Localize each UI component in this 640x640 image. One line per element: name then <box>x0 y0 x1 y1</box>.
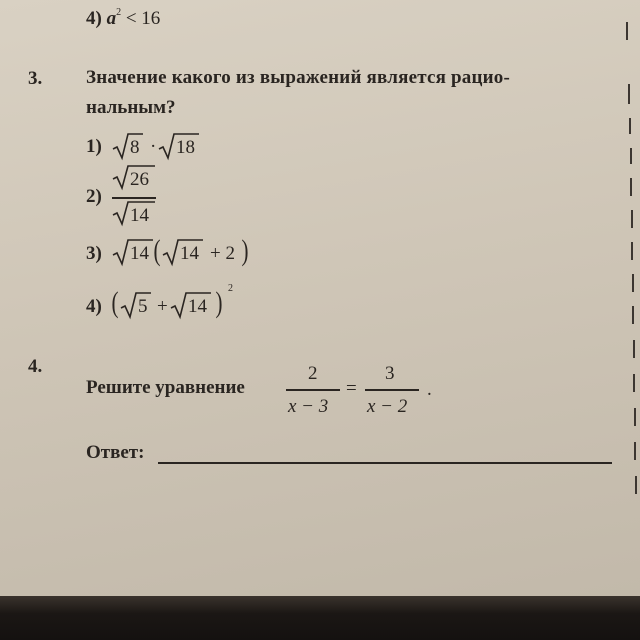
fraction1-denominator: x − 3 <box>288 396 329 417</box>
radicand: 5 <box>138 296 148 317</box>
margin-mark <box>633 374 635 392</box>
radicand: 8 <box>130 137 140 158</box>
inequality-rest: < 16 <box>125 8 161 29</box>
q3-number: 3. <box>28 68 43 89</box>
numerator-radicand: 26 <box>130 169 149 190</box>
margin-mark <box>633 340 635 358</box>
option-label: 3) <box>86 243 102 264</box>
option-label: 1) <box>86 136 102 157</box>
option-label: 2) <box>86 186 102 207</box>
radicand: 14 <box>180 243 199 264</box>
answer-line[interactable] <box>158 462 612 464</box>
margin-mark <box>634 408 636 426</box>
margin-mark <box>626 22 628 40</box>
multiply-dot: · <box>150 136 157 157</box>
period: . <box>427 379 432 400</box>
plus: + <box>157 296 168 317</box>
exponent: 2 <box>116 7 122 18</box>
right-paren: ) <box>215 286 223 319</box>
fraction2-line <box>365 389 419 391</box>
variable: a <box>106 8 117 29</box>
left-paren: ( <box>153 234 161 267</box>
q3-option-3 <box>86 244 102 263</box>
option-label: 4) <box>86 296 102 317</box>
exponent: 2 <box>228 283 233 294</box>
fraction1-line <box>286 389 340 391</box>
q3-option-4 <box>86 297 102 316</box>
radicand: 14 <box>130 243 149 264</box>
margin-mark <box>634 442 636 460</box>
fraction2-denominator: x − 2 <box>367 396 408 417</box>
margin-mark <box>629 118 631 134</box>
option-label: 4) <box>86 8 102 29</box>
table-surface <box>0 596 640 640</box>
q3-option-2 <box>86 187 102 206</box>
prev-option-4 <box>86 8 160 28</box>
right-paren: ) <box>241 234 249 267</box>
margin-mark <box>632 274 634 292</box>
denominator-radicand: 14 <box>130 205 149 226</box>
margin-mark <box>630 178 632 196</box>
fraction1-numerator: 2 <box>308 363 318 384</box>
margin-mark <box>628 84 630 104</box>
q4-number: 4. <box>28 356 43 377</box>
radicand: 14 <box>188 296 207 317</box>
left-paren: ( <box>111 286 119 319</box>
margin-mark <box>630 148 632 164</box>
equals-sign: = <box>346 378 357 399</box>
radicand: 18 <box>176 137 195 158</box>
margin-mark <box>631 210 633 228</box>
plus-two: + 2 <box>210 243 235 264</box>
q3-option-1 <box>86 137 102 156</box>
q4-text: Решите уравнение <box>86 377 245 398</box>
q3-text-line1: Значение какого из выражений является рацио- <box>86 67 511 88</box>
q3-text-line2: нальным? <box>86 97 176 118</box>
answer-label: Ответ: <box>86 442 145 463</box>
margin-mark <box>632 306 634 324</box>
margin-mark <box>635 476 637 494</box>
margin-mark <box>631 242 633 260</box>
fraction2-numerator: 3 <box>385 363 395 384</box>
